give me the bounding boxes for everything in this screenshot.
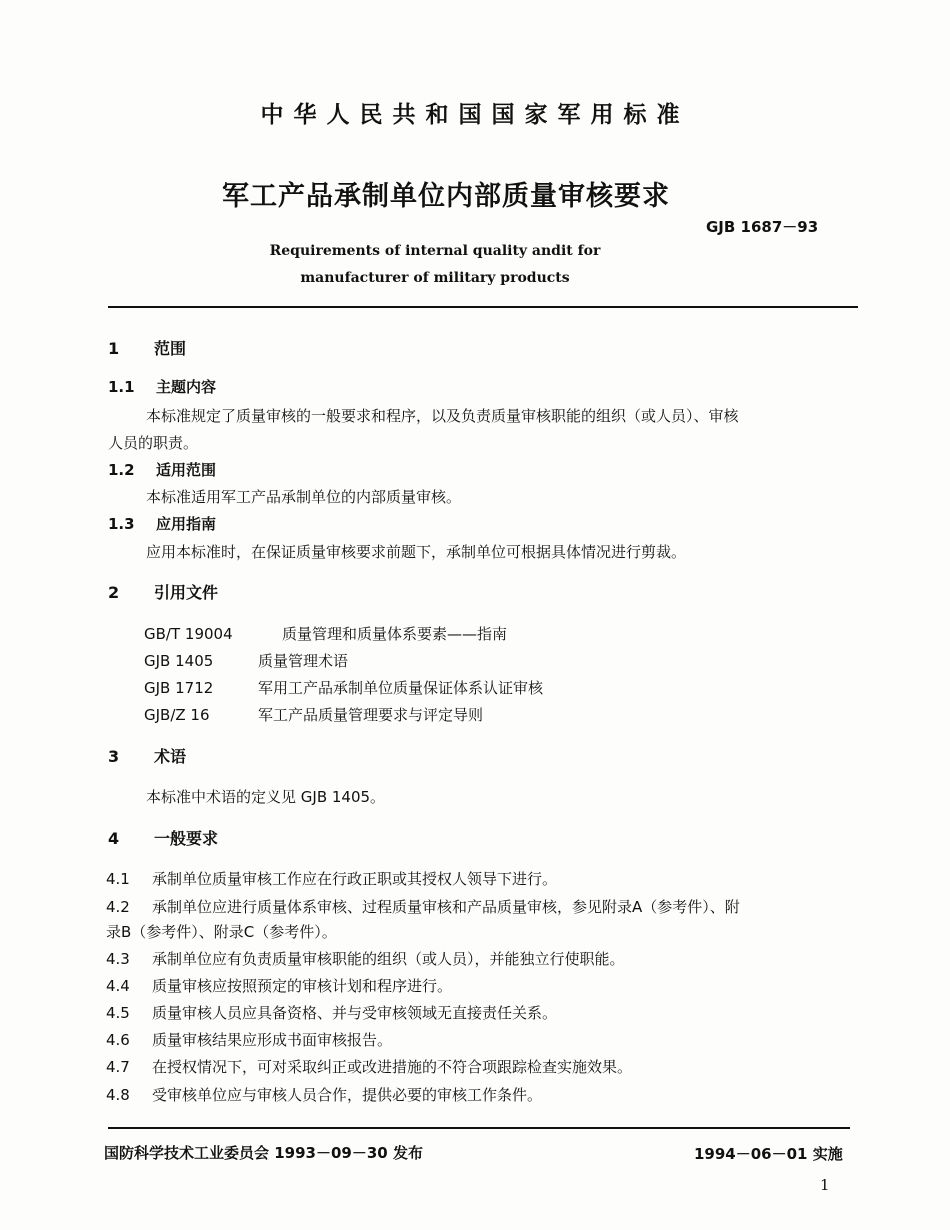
requirement-item: [106, 1056, 632, 1077]
section-number: 3: [108, 747, 120, 766]
section-3-text: 本标准中术语的定义见 GJB 1405。: [146, 788, 386, 806]
item-number: 4.6: [106, 1031, 130, 1049]
section-title: 范围: [154, 339, 187, 358]
page-number: 1: [820, 1176, 830, 1194]
reference-title: 质量管理术语: [258, 652, 349, 670]
item-number: 4.5: [106, 1004, 130, 1022]
reference-code: GJB/Z 16: [144, 706, 210, 724]
item-number: 4.7: [106, 1058, 130, 1076]
section-number: 1: [108, 339, 120, 358]
standard-code: GJB 1687－93: [706, 218, 819, 236]
item-number: 4.8: [106, 1086, 130, 1104]
requirement-item-continuation: 录B（参考件）、附录C（参考件）。: [106, 923, 337, 941]
requirement-item: [106, 868, 557, 889]
reference-item: [144, 623, 507, 644]
section-title: 一般要求: [154, 829, 219, 848]
section-1-1-heading: [108, 376, 216, 397]
english-title-line1: Requirements of internal quality andit for: [269, 243, 601, 259]
section-2-heading: [108, 580, 218, 603]
effective-date: 1994－06－01 实施: [694, 1145, 843, 1163]
item-number: 4.4: [106, 977, 130, 995]
requirement-item: [106, 1002, 557, 1023]
requirement-item: [106, 948, 625, 969]
reference-code: GB/T 19004: [144, 625, 233, 643]
section-4-heading: [108, 826, 218, 849]
document-title: 军工产品承制单位内部质量审核要求: [222, 181, 670, 212]
requirement-item: [106, 1029, 392, 1050]
item-text: 质量审核结果应形成书面审核报告。: [152, 1031, 393, 1049]
item-text: 受审核单位应与审核人员合作，提供必要的审核工作条件。: [152, 1086, 543, 1104]
section-title: 引用文件: [154, 583, 219, 602]
section-number: 1.3: [108, 515, 135, 533]
section-title: 术语: [154, 747, 187, 766]
section-1-1-text-line1: 本标准规定了质量审核的一般要求和程序，以及负责质量审核职能的组织（或人员）、审核: [146, 407, 739, 425]
reference-item: [144, 704, 483, 725]
standard-title: 中华人民共和国国家军用标准: [260, 102, 690, 128]
item-text: 在授权情况下，可对采取纠正或改进措施的不符合项跟踪检查实施效果。: [152, 1058, 633, 1076]
section-1-3-text: 应用本标准时，在保证质量审核要求前题下，承制单位可根据具体情况进行剪裁。: [146, 543, 687, 561]
section-1-1-text-line2: 人员的职责。: [108, 434, 199, 452]
section-number: 1.1: [108, 378, 135, 396]
reference-item: [144, 650, 348, 671]
section-title: 适用范围: [156, 461, 217, 479]
item-text: 承制单位质量审核工作应在行政正职或其授权人领导下进行。: [152, 870, 558, 888]
item-number: 4.1: [106, 870, 130, 888]
english-title-line2: manufacturer of military products: [300, 270, 570, 286]
reference-title: 质量管理和质量体系要素——指南: [282, 625, 508, 643]
requirement-item: [106, 975, 452, 996]
item-text: 质量审核应按照预定的审核计划和程序进行。: [152, 977, 453, 995]
reference-code: GJB 1405: [144, 652, 214, 670]
section-title: 主题内容: [156, 378, 217, 396]
item-text: 承制单位应有负责质量审核职能的组织（或人员），并能独立行使职能。: [152, 950, 625, 968]
requirement-item: [106, 1084, 542, 1105]
header-divider: [108, 306, 858, 308]
section-3-heading: [108, 744, 186, 767]
item-number: 4.2: [106, 898, 130, 916]
section-1-heading: [108, 336, 186, 359]
reference-item: [144, 677, 543, 698]
issue-date: 国防科学技术工业委员会 1993－09－30 发布: [104, 1144, 423, 1162]
section-1-2-heading: [108, 459, 216, 480]
section-1-2-text: 本标准适用军工产品承制单位的内部质量审核。: [146, 488, 462, 506]
reference-code: GJB 1712: [144, 679, 214, 697]
requirement-item: [106, 896, 740, 917]
footer-divider: [108, 1127, 850, 1129]
section-number: 4: [108, 829, 120, 848]
item-text: 质量审核人员应具备资格、并与受审核领域无直接责任关系。: [152, 1004, 558, 1022]
item-text: 承制单位应进行质量体系审核、过程质量审核和产品质量审核，参见附录A（参考件）、附: [152, 898, 740, 916]
section-number: 1.2: [108, 461, 135, 479]
section-number: 2: [108, 583, 120, 602]
section-1-3-heading: [108, 513, 216, 534]
reference-title: 军用工产品承制单位质量保证体系认证审核: [258, 679, 544, 697]
item-number: 4.3: [106, 950, 130, 968]
section-title: 应用指南: [156, 515, 217, 533]
reference-title: 军工产品质量管理要求与评定导则: [258, 706, 484, 724]
